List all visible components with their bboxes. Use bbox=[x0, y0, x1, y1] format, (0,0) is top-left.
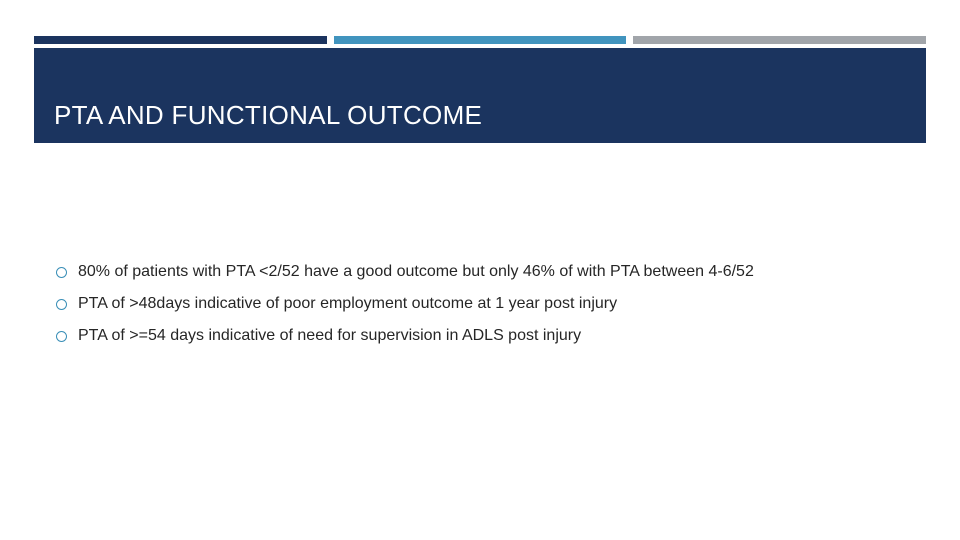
hollow-circle-bullet-icon bbox=[56, 267, 67, 278]
accent-bar-navy bbox=[34, 36, 327, 44]
title-band bbox=[34, 48, 926, 143]
bullet-item bbox=[56, 320, 936, 352]
bullet-text: PTA of >48days indicative of poor employment outcome at 1 year post injury bbox=[78, 295, 618, 312]
accent-bar-gray bbox=[633, 36, 926, 44]
accent-bar-blue bbox=[334, 36, 626, 44]
bullet-item bbox=[56, 256, 936, 288]
bullet-text: 80% of patients with PTA <2/52 have a good outcome but only 46% of with PTA between 4-6/52 bbox=[78, 263, 754, 280]
hollow-circle-bullet-icon bbox=[56, 331, 67, 342]
slide-title: PTA AND FUNCTIONAL OUTCOME bbox=[54, 100, 483, 130]
bullet-item bbox=[56, 288, 936, 320]
bullet-text: PTA of >=54 days indicative of need for supervision in ADLS post injury bbox=[78, 327, 582, 344]
hollow-circle-bullet-icon bbox=[56, 299, 67, 310]
bullet-list bbox=[56, 256, 936, 352]
